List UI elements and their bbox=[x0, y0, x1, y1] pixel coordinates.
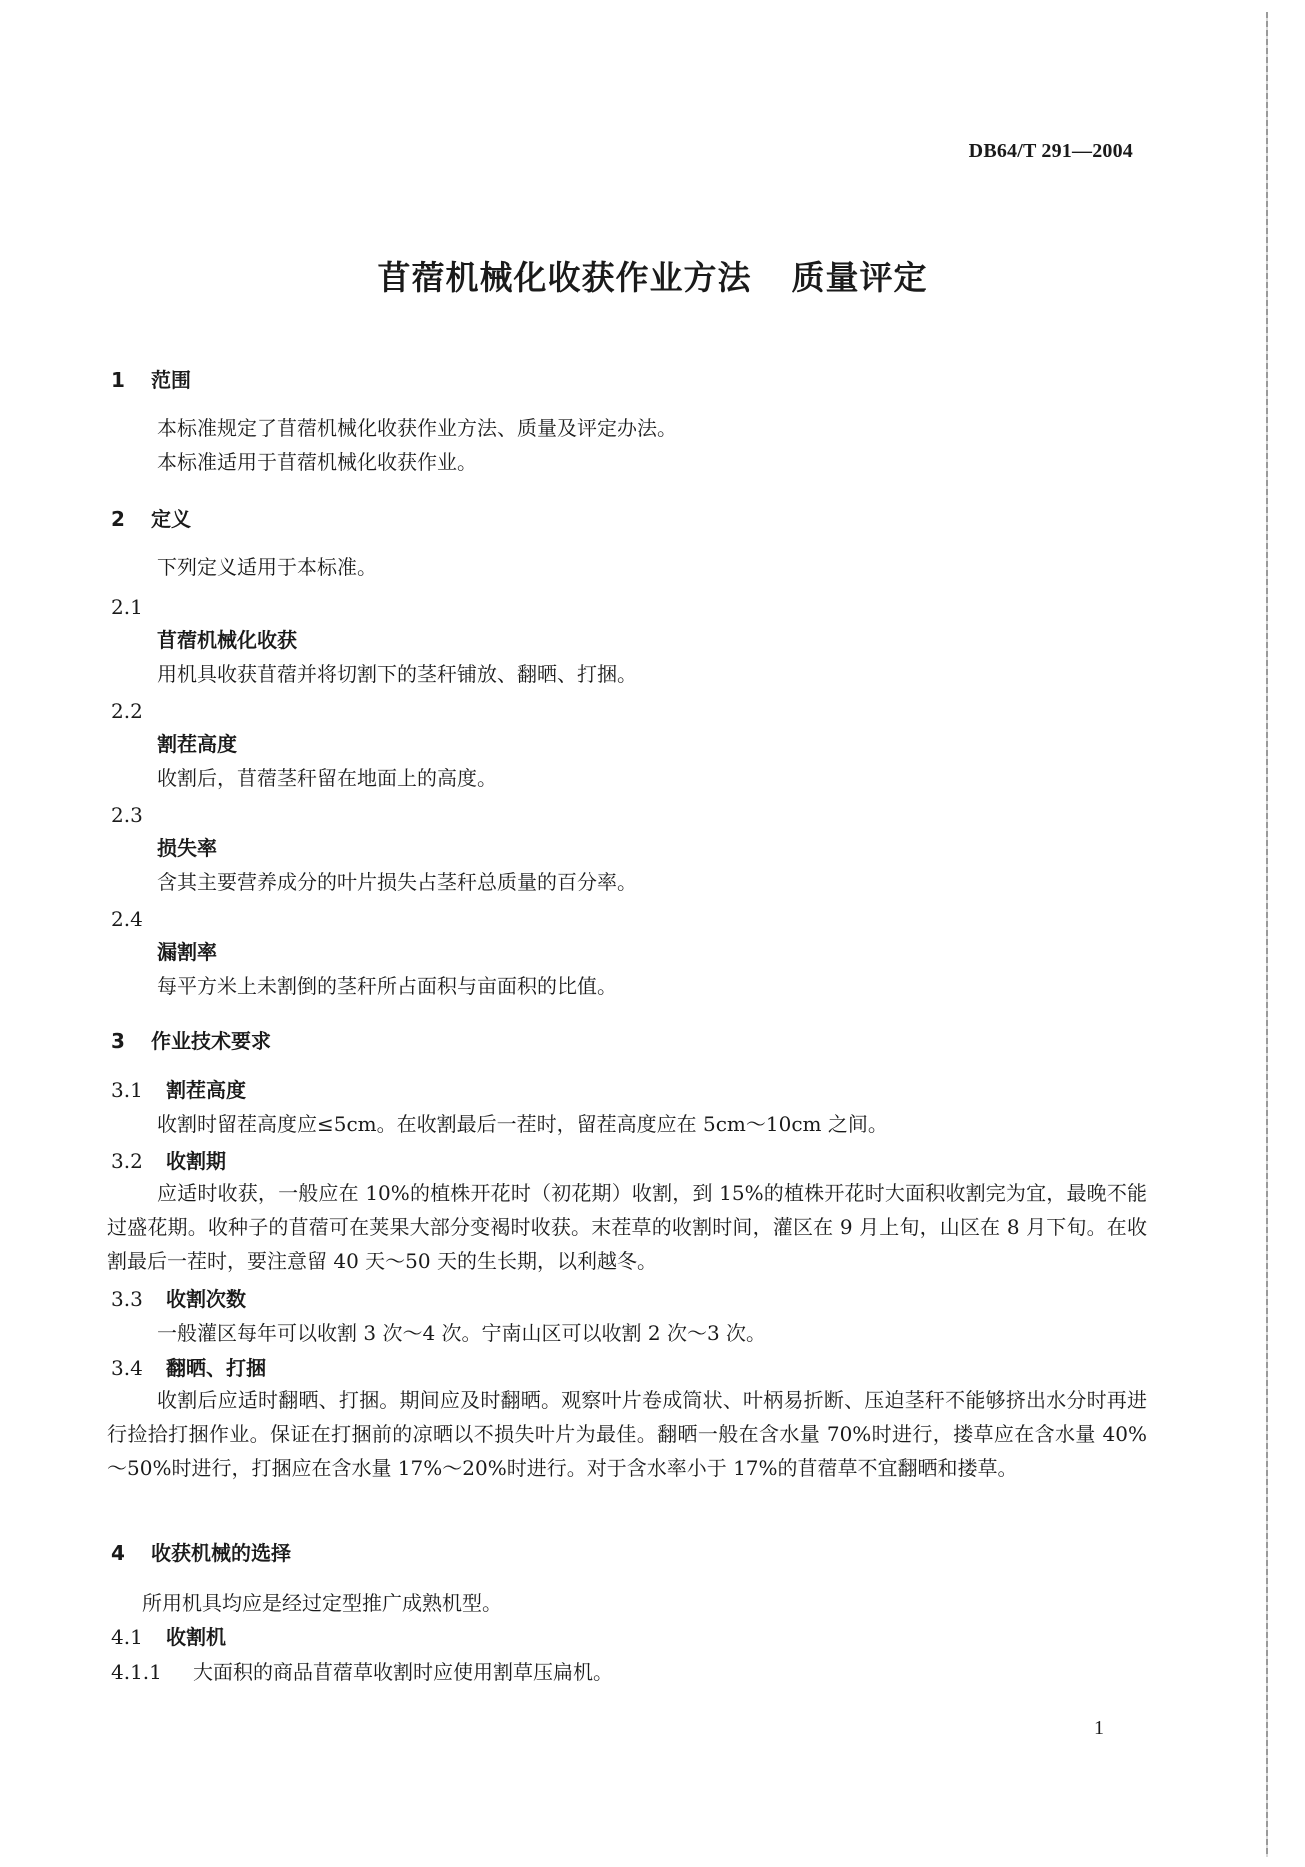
section-number: 4 bbox=[111, 1541, 125, 1565]
clause-3-3-text: 一般灌区每年可以收割 3 次～4 次。宁南山区可以收割 2 次～3 次。 bbox=[157, 1321, 767, 1345]
clause-3-1-text: 收割时留茬高度应≤5cm。在收割最后一茬时，留茬高度应在 5cm～10cm 之间。 bbox=[157, 1112, 888, 1136]
section-1-paragraph-2: 本标准适用于苜蓿机械化收获作业。 bbox=[157, 450, 477, 474]
clause-title: 收割期 bbox=[166, 1149, 226, 1173]
clause-3-4-heading bbox=[111, 1355, 266, 1381]
definition-2-1-number: 2.1 bbox=[111, 595, 143, 619]
definition-2-3-term: 损失率 bbox=[157, 836, 217, 860]
clause-4-1-1 bbox=[111, 1659, 613, 1685]
section-1-heading bbox=[111, 367, 191, 393]
clause-3-1-heading bbox=[111, 1077, 246, 1103]
definition-2-2-term: 割茬高度 bbox=[157, 732, 237, 756]
section-title: 范围 bbox=[151, 368, 191, 392]
section-4-intro: 所用机具均应是经过定型推广成熟机型。 bbox=[142, 1591, 502, 1615]
section-number: 1 bbox=[111, 368, 125, 392]
section-2-heading bbox=[111, 506, 191, 532]
definition-2-2-text: 收割后，苜蓿茎秆留在地面上的高度。 bbox=[157, 766, 497, 790]
clause-3-2-heading bbox=[111, 1148, 226, 1174]
title-part-2: 质量评定 bbox=[791, 258, 928, 297]
definition-2-4-number: 2.4 bbox=[111, 907, 143, 931]
definition-2-3-number: 2.3 bbox=[111, 803, 143, 827]
section-number: 2 bbox=[111, 507, 125, 531]
document-title bbox=[0, 252, 1305, 299]
clause-number: 3.2 bbox=[111, 1149, 143, 1173]
clause-text: 大面积的商品苜蓿草收割时应使用割草压扁机。 bbox=[193, 1660, 613, 1684]
clause-number: 3.1 bbox=[111, 1078, 143, 1102]
clause-title: 收割次数 bbox=[166, 1287, 246, 1311]
section-number: 3 bbox=[111, 1029, 125, 1053]
definition-2-3-text: 含其主要营养成分的叶片损失占茎秆总质量的百分率。 bbox=[157, 870, 637, 894]
clause-number: 3.4 bbox=[111, 1356, 143, 1380]
standard-code: DB64/T 291—2004 bbox=[968, 140, 1133, 162]
clause-title: 翻晒、打捆 bbox=[166, 1356, 266, 1380]
definition-2-4-term: 漏割率 bbox=[157, 940, 217, 964]
definition-2-1-text: 用机具收获苜蓿并将切割下的茎秆铺放、翻晒、打捆。 bbox=[157, 662, 637, 686]
clause-3-3-heading bbox=[111, 1286, 246, 1312]
page-number: 1 bbox=[1094, 1717, 1104, 1739]
definition-2-1-term: 苜蓿机械化收获 bbox=[157, 628, 297, 652]
clause-3-4-text: 收割后应适时翻晒、打捆。期间应及时翻晒。观察叶片卷成筒状、叶柄易折断、压迫茎秆不能够挤出水分时再进行捡拾打捆作业。保证在打捆前的凉晒以不损失叶片为最佳。翻晒一般在含水量 70%时进行，搂草应在含水量 40%～50%时进行，打捆应在含水量 17%～20%时进行。对于含水率小于 17%的苜蓿草不宜翻晒和搂草。 bbox=[107, 1388, 1147, 1480]
definition-2-2-number: 2.2 bbox=[111, 699, 143, 723]
clause-title: 割茬高度 bbox=[166, 1078, 246, 1102]
section-1-paragraph-1: 本标准规定了苜蓿机械化收获作业方法、质量及评定办法。 bbox=[157, 416, 677, 440]
clause-number: 4.1.1 bbox=[111, 1660, 162, 1684]
clause-3-2-text: 应适时收获，一般应在 10%的植株开花时（初花期）收割，到 15%的植株开花时大面积收割完为宜，最晚不能过盛花期。收种子的苜蓿可在荚果大部分变褐时收获。末茬草的收割时间，灌区在 9 月上旬，山区在 8 月下旬。在收割最后一茬时，要注意留 40 天～50 天的生长期，以利越冬。 bbox=[107, 1181, 1147, 1273]
clause-4-1-heading bbox=[111, 1624, 226, 1650]
section-title: 收获机械的选择 bbox=[151, 1541, 291, 1565]
section-2-intro: 下列定义适用于本标准。 bbox=[157, 555, 377, 579]
definition-2-4-text: 每平方米上未割倒的茎秆所占面积与亩面积的比值。 bbox=[157, 974, 617, 998]
section-4-heading bbox=[111, 1540, 291, 1566]
clause-number: 4.1 bbox=[111, 1625, 143, 1649]
clause-title: 收割机 bbox=[166, 1625, 226, 1649]
section-title: 作业技术要求 bbox=[151, 1029, 271, 1053]
section-3-heading bbox=[111, 1028, 271, 1054]
clause-number: 3.3 bbox=[111, 1287, 143, 1311]
title-part-1: 苜蓿机械化收获作业方法 bbox=[377, 258, 752, 297]
section-title: 定义 bbox=[151, 507, 191, 531]
